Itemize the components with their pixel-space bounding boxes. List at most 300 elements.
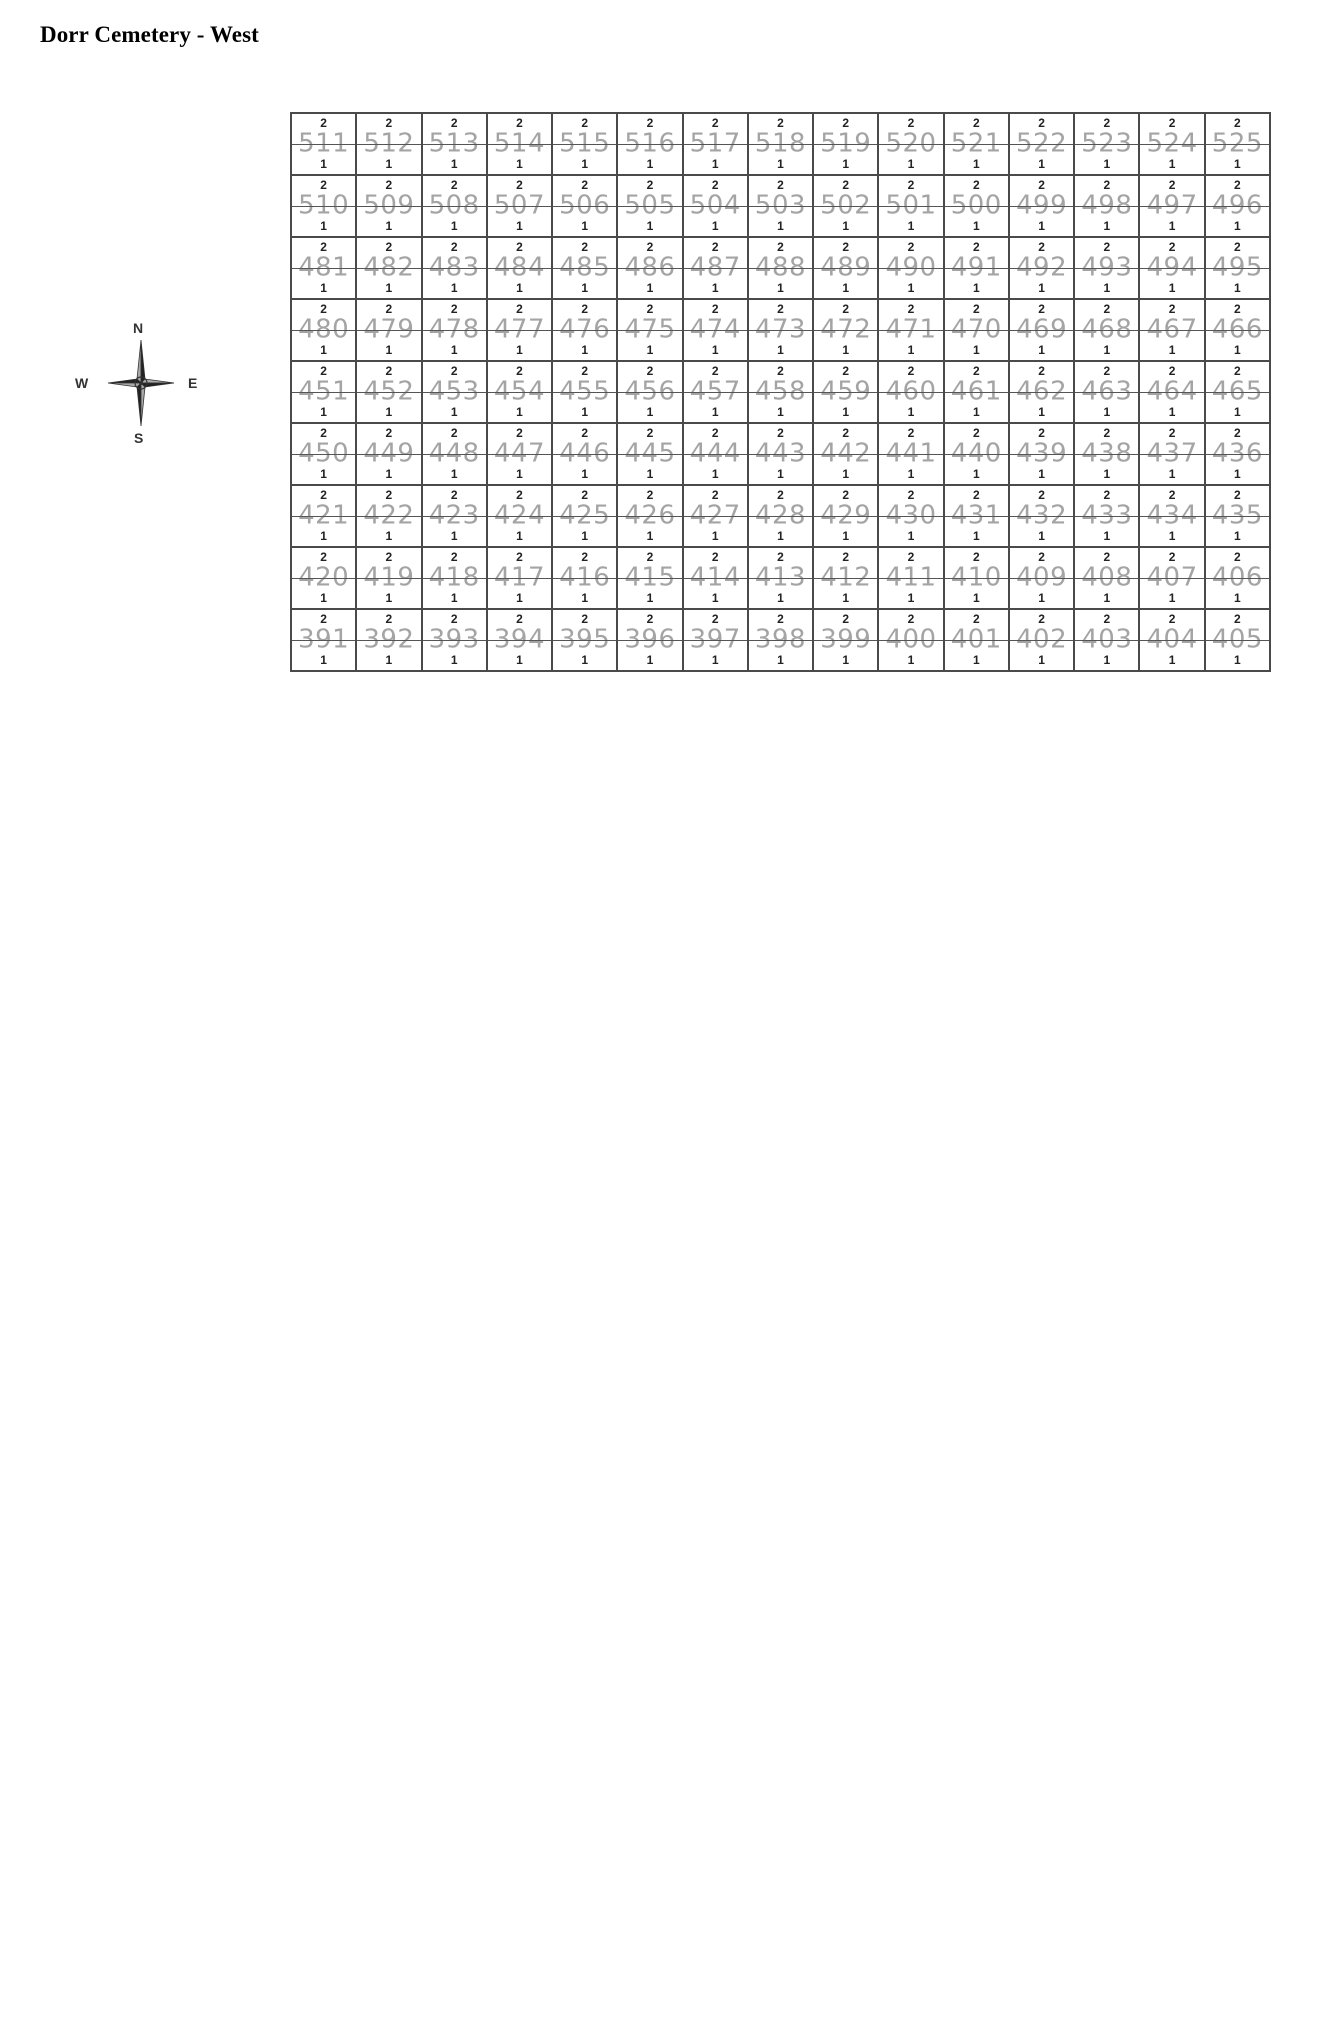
plot-number: 438 [1081,438,1133,469]
grave-position-1-label: 1 [1103,467,1111,481]
plot-number: 431 [950,500,1002,531]
plot-cell [618,238,683,300]
grave-position-1-label: 1 [842,467,850,481]
plot-number: 392 [363,624,415,655]
plot-number: 487 [689,252,741,283]
plot-number: 399 [820,624,872,655]
plot-cell [423,238,488,300]
compass-south-label: S [134,430,144,446]
plot-number: 493 [1081,252,1133,283]
grave-position-2-label: 2 [1234,550,1241,564]
plot-cell [1206,548,1271,610]
plot-number: 475 [624,314,676,345]
plot-cell [553,114,618,176]
plot-cell [814,424,879,486]
grave-position-1-label: 1 [972,219,980,233]
plot-cell [749,114,814,176]
grave-position-2-label: 2 [450,488,458,502]
plot-cell [553,300,618,362]
plot-number: 477 [493,314,545,345]
grave-position-1-label: 1 [581,653,589,667]
grave-position-1-label: 1 [1103,219,1111,233]
grave-position-1-label: 1 [1038,467,1045,481]
plot-cell [684,238,749,300]
grave-position-1-label: 1 [320,653,327,667]
plot-cell [814,238,879,300]
plot-number: 442 [820,438,872,469]
grave-position-1-label: 1 [1038,529,1045,543]
plot-number: 513 [428,128,480,159]
plot-cell [488,424,553,486]
compass-north-label: N [133,320,144,336]
grave-position-2-label: 2 [711,116,719,130]
plot-number: 400 [885,624,937,655]
grave-position-1-label: 1 [320,405,327,419]
plot-number: 523 [1081,128,1133,159]
grave-position-2-label: 2 [450,178,458,192]
plot-number: 486 [624,252,676,283]
plot-number: 482 [363,252,415,283]
plot-number: 484 [493,252,545,283]
plot-number: 410 [950,562,1002,593]
plot-number: 462 [1015,376,1068,407]
plot-cell [814,362,879,424]
plot-cell [1010,548,1075,610]
grave-position-2-label: 2 [842,364,850,378]
plot-number: 455 [559,376,611,407]
plot-cell [749,548,814,610]
plot-number: 411 [885,562,937,593]
grave-position-1-label: 1 [777,157,784,171]
plot-cell [423,300,488,362]
plot-cell [423,610,488,672]
grave-position-2-label: 2 [1234,116,1241,130]
grave-position-1-label: 1 [450,343,458,357]
grave-position-2-label: 2 [450,550,458,564]
grave-position-1-label: 1 [1038,653,1045,667]
grave-position-1-label: 1 [385,529,393,543]
grave-position-2-label: 2 [320,488,327,502]
grave-position-1-label: 1 [777,529,784,543]
grave-position-2-label: 2 [1168,302,1176,316]
grave-position-2-label: 2 [646,240,654,254]
grave-position-1-label: 1 [1168,157,1176,171]
plot-cell [1140,610,1205,672]
grave-position-2-label: 2 [385,240,393,254]
grave-position-1-label: 1 [1103,281,1111,295]
plot-cell [684,610,749,672]
grave-position-1-label: 1 [320,157,327,171]
grave-position-1-label: 1 [1038,343,1045,357]
grave-position-2-label: 2 [842,178,850,192]
grave-position-2-label: 2 [646,488,654,502]
grave-position-2-label: 2 [450,612,458,626]
grave-position-2-label: 2 [777,426,784,440]
plot-cell [1075,176,1140,238]
grave-position-2-label: 2 [385,364,393,378]
plot-number: 408 [1081,562,1133,593]
plot-cell [879,176,944,238]
plot-cell [879,114,944,176]
grave-position-2-label: 2 [1168,612,1176,626]
plot-cell [357,362,422,424]
plot-cell [1206,486,1271,548]
plot-cell [618,300,683,362]
grave-position-1-label: 1 [777,405,784,419]
grave-position-2-label: 2 [516,550,523,564]
grave-position-2-label: 2 [581,364,589,378]
grave-position-2-label: 2 [1168,364,1176,378]
plot-cell [357,176,422,238]
plot-number: 490 [885,252,937,283]
plot-cell [879,424,944,486]
grave-position-2-label: 2 [1234,178,1241,192]
plot-cell [618,114,683,176]
grave-position-2-label: 2 [450,116,458,130]
plot-number: 415 [624,562,676,593]
plot-cell [1206,424,1271,486]
plot-number: 427 [689,500,741,531]
grave-position-2-label: 2 [516,426,523,440]
plot-number: 454 [493,376,545,407]
plot-number: 467 [1146,314,1198,345]
plot-number: 515 [559,128,611,159]
plot-number: 436 [1211,438,1263,469]
grave-position-2-label: 2 [320,302,327,316]
grave-position-1-label: 1 [1234,219,1241,233]
plot-cell [684,424,749,486]
grave-position-2-label: 2 [1234,302,1241,316]
grave-position-1-label: 1 [972,467,980,481]
grave-position-2-label: 2 [516,612,523,626]
grave-position-2-label: 2 [972,240,980,254]
grave-position-1-label: 1 [777,653,784,667]
plot-number: 428 [754,500,807,531]
plot-number: 394 [493,624,545,655]
plot-number: 416 [559,562,611,593]
plot-number: 414 [689,562,741,593]
grave-position-1-label: 1 [972,591,980,605]
plot-number: 441 [885,438,937,469]
grave-position-2-label: 2 [1103,612,1111,626]
plot-cell [488,610,553,672]
plot-number: 468 [1081,314,1133,345]
plot-number: 516 [624,128,676,159]
grave-position-1-label: 1 [842,653,850,667]
grave-position-2-label: 2 [646,612,654,626]
grave-position-1-label: 1 [450,219,458,233]
grave-position-1-label: 1 [1168,653,1176,667]
grave-position-2-label: 2 [646,364,654,378]
grave-position-1-label: 1 [1234,405,1241,419]
plot-cell [1206,238,1271,300]
plot-cell [1010,238,1075,300]
grave-position-1-label: 1 [1234,529,1241,543]
plot-number: 497 [1146,190,1198,221]
plot-number: 457 [689,376,741,407]
plot-number: 458 [754,376,807,407]
grave-position-2-label: 2 [385,302,393,316]
plot-number: 505 [624,190,676,221]
grave-position-1-label: 1 [1038,219,1045,233]
grave-position-1-label: 1 [581,219,589,233]
grave-position-2-label: 2 [907,240,915,254]
grave-position-2-label: 2 [581,302,589,316]
grave-position-1-label: 1 [777,281,784,295]
grave-position-1-label: 1 [1103,405,1111,419]
plot-cell [292,362,357,424]
grave-position-2-label: 2 [1038,178,1045,192]
plot-cell [814,300,879,362]
grave-position-2-label: 2 [1038,302,1045,316]
grave-position-1-label: 1 [581,343,589,357]
grave-position-2-label: 2 [581,550,589,564]
grave-position-1-label: 1 [1103,591,1111,605]
plot-cell [879,362,944,424]
plot-cell [292,424,357,486]
grave-position-2-label: 2 [581,488,589,502]
plot-number: 453 [428,376,480,407]
plot-number: 402 [1015,624,1068,655]
grave-position-1-label: 1 [842,219,850,233]
plot-cell [945,176,1010,238]
grave-position-2-label: 2 [581,426,589,440]
plot-cell [814,548,879,610]
plot-cell [1206,300,1271,362]
plot-cell [1075,424,1140,486]
grave-position-1-label: 1 [646,157,654,171]
grave-position-2-label: 2 [1103,302,1111,316]
grave-position-2-label: 2 [1103,426,1111,440]
grave-position-1-label: 1 [450,591,458,605]
grave-position-2-label: 2 [1168,116,1176,130]
plot-number: 451 [298,376,350,407]
grave-position-2-label: 2 [842,550,850,564]
plot-cell [618,610,683,672]
plot-cell [618,548,683,610]
plot-cell [292,238,357,300]
plot-cell [1010,610,1075,672]
grave-position-2-label: 2 [972,178,980,192]
plot-number: 452 [363,376,415,407]
grave-position-2-label: 2 [1234,612,1241,626]
plot-cell [684,300,749,362]
plot-cell [292,486,357,548]
plot-cell [423,486,488,548]
plot-cell [488,548,553,610]
plot-cell [945,362,1010,424]
plot-number: 463 [1081,376,1133,407]
grave-position-2-label: 2 [1038,240,1045,254]
plot-number: 459 [820,376,872,407]
grave-position-1-label: 1 [1168,591,1176,605]
plot-cell [357,238,422,300]
plot-cell [488,300,553,362]
plot-number: 417 [493,562,545,593]
plot-number: 517 [689,128,741,159]
plot-number: 498 [1081,190,1133,221]
grave-position-1-label: 1 [1038,281,1045,295]
plot-number: 432 [1015,500,1068,531]
grave-position-2-label: 2 [1168,178,1176,192]
grave-position-2-label: 2 [842,612,850,626]
grave-position-1-label: 1 [972,405,980,419]
grave-position-1-label: 1 [320,467,327,481]
plot-cell [684,548,749,610]
plot-number: 439 [1015,438,1068,469]
grave-position-1-label: 1 [1168,281,1176,295]
grave-position-2-label: 2 [1038,426,1045,440]
plot-number: 469 [1015,314,1068,345]
grave-position-1-label: 1 [320,591,327,605]
plot-number: 437 [1146,438,1198,469]
plot-cell [357,424,422,486]
grave-position-2-label: 2 [842,426,850,440]
plot-cell [1075,610,1140,672]
grave-position-1-label: 1 [1038,157,1045,171]
grave-position-2-label: 2 [711,178,719,192]
grave-position-2-label: 2 [450,426,458,440]
plot-number: 401 [950,624,1002,655]
grave-position-2-label: 2 [516,364,523,378]
grave-position-2-label: 2 [711,488,719,502]
grave-position-1-label: 1 [711,157,719,171]
plot-cell [879,300,944,362]
plot-cell [1010,300,1075,362]
plot-cell [1075,548,1140,610]
plot-cell [814,114,879,176]
plot-cell [488,238,553,300]
grave-position-1-label: 1 [842,405,850,419]
plot-cell [1140,238,1205,300]
plot-number: 391 [298,624,350,655]
plot-cell [749,238,814,300]
grave-position-2-label: 2 [320,612,327,626]
plot-cell [1140,548,1205,610]
plot-cell [1010,114,1075,176]
grave-position-2-label: 2 [777,488,784,502]
grave-position-1-label: 1 [385,343,393,357]
grave-position-1-label: 1 [581,529,589,543]
plot-number: 499 [1015,190,1068,221]
plot-number: 522 [1015,128,1068,159]
plot-cell [1140,176,1205,238]
grave-position-1-label: 1 [581,405,589,419]
grave-position-2-label: 2 [777,302,784,316]
plot-cell [488,176,553,238]
plot-cell [749,300,814,362]
plot-cell [1075,362,1140,424]
plot-cell [879,548,944,610]
grave-position-1-label: 1 [907,653,915,667]
plot-number: 525 [1211,128,1263,159]
plot-cell [945,486,1010,548]
grave-position-1-label: 1 [842,157,850,171]
grave-position-1-label: 1 [516,653,523,667]
plot-number: 429 [820,500,872,531]
plot-cell [357,486,422,548]
plot-cell [292,176,357,238]
grave-position-2-label: 2 [1234,426,1241,440]
grave-position-1-label: 1 [842,281,850,295]
plot-number: 397 [689,624,741,655]
plot-cell [945,610,1010,672]
grave-position-1-label: 1 [516,219,523,233]
grave-position-2-label: 2 [711,612,719,626]
plot-number: 488 [754,252,807,283]
plot-number: 422 [363,500,415,531]
grave-position-1-label: 1 [646,281,654,295]
grave-position-1-label: 1 [972,157,980,171]
grave-position-2-label: 2 [1038,116,1045,130]
plot-cell [553,238,618,300]
grave-position-2-label: 2 [646,178,654,192]
grave-position-1-label: 1 [972,281,980,295]
grave-position-1-label: 1 [516,343,523,357]
grave-position-1-label: 1 [711,219,719,233]
plot-number: 464 [1146,376,1198,407]
grave-position-2-label: 2 [1168,240,1176,254]
plot-cell [488,114,553,176]
plot-cell [488,486,553,548]
plot-cell [879,238,944,300]
grave-position-2-label: 2 [1103,550,1111,564]
plot-cell [945,548,1010,610]
plot-cell [749,176,814,238]
plot-cell [357,610,422,672]
plot-number: 491 [950,252,1002,283]
grave-position-2-label: 2 [972,612,980,626]
grave-position-2-label: 2 [1038,550,1045,564]
grave-position-2-label: 2 [907,550,915,564]
grave-position-2-label: 2 [907,302,915,316]
plot-number: 403 [1081,624,1133,655]
grave-position-1-label: 1 [516,405,523,419]
grave-position-1-label: 1 [711,281,719,295]
plot-number: 421 [298,500,350,531]
plot-cell [1206,610,1271,672]
plot-number: 448 [428,438,480,469]
plot-number: 406 [1211,562,1263,593]
plot-number: 466 [1211,314,1263,345]
plot-number: 479 [363,314,415,345]
plot-cell [1140,362,1205,424]
plot-number: 450 [298,438,350,469]
grave-position-2-label: 2 [711,302,719,316]
plot-number: 443 [754,438,807,469]
plot-number: 520 [885,128,937,159]
plot-number: 473 [754,314,807,345]
plot-cell [1010,424,1075,486]
grave-position-2-label: 2 [1103,488,1111,502]
compass-star-icon [106,338,176,428]
plot-number: 512 [363,128,415,159]
grave-position-1-label: 1 [581,281,589,295]
plot-cell [1206,362,1271,424]
plot-cell [292,114,357,176]
grave-position-1-label: 1 [646,467,654,481]
grave-position-2-label: 2 [972,302,980,316]
grave-position-2-label: 2 [907,426,915,440]
plot-cell [1075,486,1140,548]
plot-cell [1140,300,1205,362]
grave-position-2-label: 2 [516,240,523,254]
grave-position-2-label: 2 [385,612,393,626]
grave-position-2-label: 2 [320,240,327,254]
plot-cell [488,362,553,424]
grave-position-1-label: 1 [907,157,915,171]
grave-position-1-label: 1 [711,591,719,605]
